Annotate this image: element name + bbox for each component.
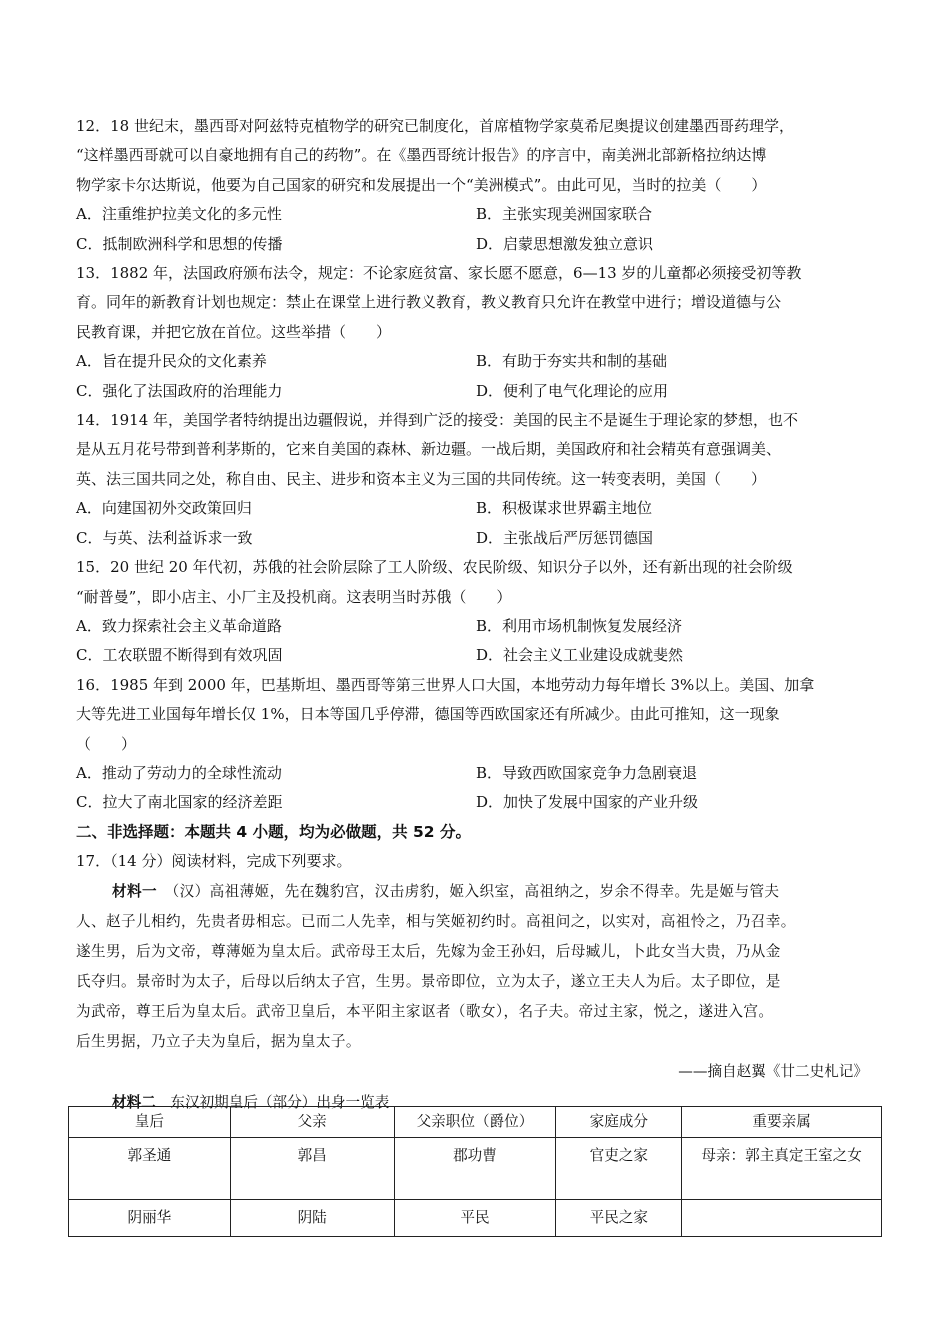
option-row xyxy=(76,347,876,376)
material-1-line: 氏夺归。景帝时为太子，后母以后纳太子宫，生男。景帝即位，立为太子，遂立王夫人为后。太子即位，是 xyxy=(76,972,781,990)
table-cell: 官吏之家 xyxy=(556,1138,682,1200)
material-2-caption-text: 东汉初期皇后（部分）出身一览表 xyxy=(155,1093,390,1111)
option-c[interactable]: C．抵制欧洲科学和思想的传播 xyxy=(76,234,283,253)
question-15-stem-line: “耐普曼”，即小店主、小厂主及投机商。这表明当时苏俄（ ） xyxy=(76,587,512,606)
option-b[interactable]: B．积极谋求世界霸主地位 xyxy=(476,499,653,518)
material-1-label: 材料一 xyxy=(112,882,157,900)
option-row xyxy=(76,788,876,817)
exam-page xyxy=(76,112,876,1119)
material-1-first-line xyxy=(76,877,876,907)
material-1-line: 为武帝，尊王后为皇太后。武帝卫皇后，本平阳主家讴者（歌女），名子夫。帝过主家，悦之，遂进入宫。 xyxy=(76,1002,774,1020)
question-12-stem-line: 12．18 世纪末，墨西哥对阿兹特克植物学的研究已制度化，首席植物学家莫希尼奥提议创建墨西哥药理学， xyxy=(76,117,794,135)
table-cell: 阴陆 xyxy=(230,1200,394,1237)
option-row xyxy=(76,641,876,670)
option-b[interactable]: B．有助于夯实共和制的基础 xyxy=(476,352,668,371)
option-d[interactable]: D．主张战后严厉惩罚德国 xyxy=(476,528,654,547)
question-16-stem-line: （ ） xyxy=(76,734,137,753)
option-a[interactable]: A．旨在提升民众的文化素养 xyxy=(76,352,267,371)
option-c[interactable]: C．强化了法国政府的治理能力 xyxy=(76,381,283,400)
empress-origins-table xyxy=(68,1106,882,1237)
table-header-row xyxy=(69,1107,882,1138)
table-cell: 阴丽华 xyxy=(69,1200,231,1237)
table-cell xyxy=(682,1200,882,1237)
column-header-father-position: 父亲职位（爵位） xyxy=(394,1107,556,1138)
question-17-stem: 17．（14 分）阅读材料，完成下列要求。 xyxy=(76,852,352,871)
material-1 xyxy=(76,877,876,1057)
option-b[interactable]: B．主张实现美洲国家联合 xyxy=(476,205,653,224)
option-a[interactable]: A．推动了劳动力的全球性流动 xyxy=(76,763,282,782)
option-c[interactable]: C．拉大了南北国家的经济差距 xyxy=(76,793,283,812)
question-14-stem-line: 是从五月花号带到普利茅斯的，它来自美国的森林、新边疆。一战后期，美国政府和社会精英有意强调美、 xyxy=(76,440,782,459)
material-1-line: 后生男据，乃立子夫为皇后，据为皇太子。 xyxy=(76,1032,361,1050)
question-16 xyxy=(76,671,876,818)
section-2-heading: 二、非选择题：本题共 4 小题，均为必做题，共 52 分。 xyxy=(76,822,471,841)
table-cell: 平民 xyxy=(394,1200,556,1237)
table-row xyxy=(69,1138,882,1200)
table-row xyxy=(69,1200,882,1237)
question-13 xyxy=(76,259,876,406)
table-cell: 母亲：郭主真定王室之女 xyxy=(682,1138,882,1200)
question-14 xyxy=(76,406,876,553)
question-12-stem-line: “这样墨西哥就可以自豪地拥有自己的药物”。在《墨西哥统计报告》的序言中，南美洲北部新格拉纳达博 xyxy=(76,146,767,165)
column-header-empress: 皇后 xyxy=(69,1107,231,1138)
material-2-label: 材料二 xyxy=(112,1093,156,1111)
material-1-line: 人、赵子儿相约，先贵者毋相忘。已而二人先幸，相与笑姬初约时。高祖问之，以实对，高祖怜之，乃召幸。 xyxy=(76,912,796,930)
column-header-father: 父亲 xyxy=(230,1107,394,1138)
option-d[interactable]: D．社会主义工业建设成就斐然 xyxy=(476,646,684,665)
option-d[interactable]: D．启蒙思想激发独立意识 xyxy=(476,234,654,253)
material-1-first-text: （汉）高祖薄姬，先在魏豹宫，汉击虏豹，姬入织室，高祖纳之，岁余不得幸。先是姬与管夫 xyxy=(156,882,780,900)
option-row xyxy=(76,377,876,406)
question-14-stem-line: 14．1914 年，美国学者特纳提出边疆假说，并得到广泛的接受：美国的民主不是诞生于理论家的梦想，也不 xyxy=(76,411,799,430)
option-c[interactable]: C．与英、法利益诉求一致 xyxy=(76,528,253,547)
question-15-stem-line: 15．20 世纪 20 年代初，苏俄的社会阶层除了工人阶级、农民阶级、知识分子以外，还有新出现的社会阶级 xyxy=(76,558,793,577)
table-cell: 郡功曹 xyxy=(394,1138,556,1200)
option-a[interactable]: A．致力探索社会主义革命道路 xyxy=(76,616,282,635)
material-1-source: ——摘自赵翼《廿二史札记》 xyxy=(678,1062,868,1080)
column-header-relatives: 重要亲属 xyxy=(682,1107,882,1138)
column-header-family-status: 家庭成分 xyxy=(556,1107,682,1138)
question-12 xyxy=(76,112,876,259)
option-c[interactable]: C．工农联盟不断得到有效巩固 xyxy=(76,646,283,665)
option-d[interactable]: D．加快了发展中国家的产业升级 xyxy=(476,793,699,812)
option-d[interactable]: D．便利了电气化理论的应用 xyxy=(476,381,669,400)
question-16-stem-line: 16．1985 年到 2000 年，巴基斯坦、墨西哥等第三世界人口大国，本地劳动力每年增长 3%以上。美国、加拿 xyxy=(76,675,815,694)
question-14-stem-line: 英、法三国共同之处，称自由、民主、进步和资本主义为三国的共同传统。这一转变表明，美国（ ） xyxy=(76,469,767,488)
question-13-stem-line: 13．1882 年，法国政府颁布法令，规定：不论家庭贫富、家长愿不愿意，6—13 岁的儿童都必须接受初等教 xyxy=(76,264,802,283)
option-row xyxy=(76,524,876,553)
question-12-stem-line: 物学家卡尔达斯说，他要为自己国家的研究和发展提出一个“美洲模式”。由此可见，当时的拉美（ ） xyxy=(76,175,767,194)
option-row xyxy=(76,494,876,523)
option-row xyxy=(76,230,876,259)
option-row xyxy=(76,200,876,229)
option-row xyxy=(76,612,876,641)
option-b[interactable]: B．导致西欧国家竞争力急剧衰退 xyxy=(476,763,698,782)
table-cell: 郭圣通 xyxy=(69,1138,231,1200)
question-15 xyxy=(76,553,876,671)
option-a[interactable]: A．向建国初外交政策回归 xyxy=(76,499,252,518)
question-13-stem-line: 民教育课，并把它放在首位。这些举措（ ） xyxy=(76,322,392,341)
question-16-stem-line: 大等先进工业国每年增长仅 1%，日本等国几乎停滞，德国等西欧国家还有所减少。由此可推知，这一现象 xyxy=(76,705,780,724)
table-cell: 平民之家 xyxy=(556,1200,682,1237)
table-cell: 郭昌 xyxy=(230,1138,394,1200)
material-1-line: 遂生男，后为文帝，尊薄姬为皇太后。武帝母王太后，先嫁为金王孙妇，后母臧儿，卜此女当大贵，乃从金 xyxy=(76,942,781,960)
option-row xyxy=(76,759,876,788)
question-13-stem-line: 育。同年的新教育计划也规定：禁止在课堂上进行教义教育，教义教育只允许在教堂中进行；增设道德与公 xyxy=(76,293,782,312)
option-a[interactable]: A．注重维护拉美文化的多元性 xyxy=(76,205,282,224)
option-b[interactable]: B．利用市场机制恢复发展经济 xyxy=(476,616,683,635)
